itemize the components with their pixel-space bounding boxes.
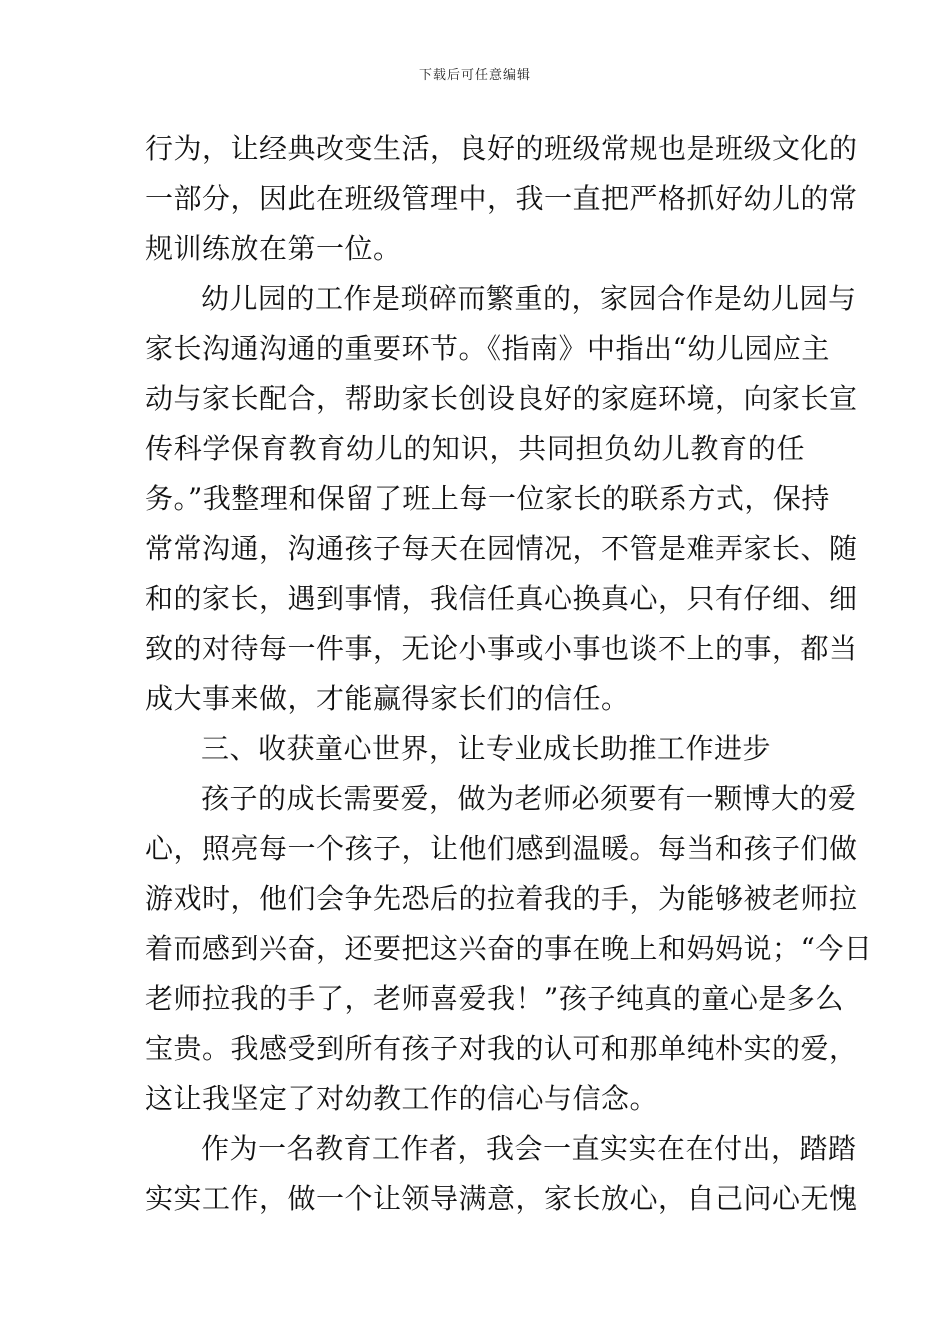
text-line: 着而感到兴奋，还要把这兴奋的事在晚上和妈妈说；“今日 bbox=[145, 932, 873, 965]
text-line: 作为一名教育工作者，我会一直实实在在付出，踏踏 bbox=[201, 1132, 857, 1165]
text-line: 常常沟通，沟通孩子每天在园情况，不管是难弄家长、随 bbox=[145, 532, 858, 565]
text-line: 动与家长配合，帮助家长创设良好的家庭环境，向家长宣 bbox=[145, 382, 858, 415]
text-line: 规训练放在第一位。 bbox=[145, 232, 402, 265]
text-line: 务。”我整理和保留了班上每一位家长的联系方式，保持 bbox=[145, 482, 830, 515]
text-line: 家长沟通沟通的重要环节。《指南》中指出“幼儿园应主 bbox=[145, 332, 830, 365]
text-line: 老师拉我的手了，老师喜爱我！”孩子纯真的童心是多么 bbox=[145, 982, 844, 1015]
page-header: 下载后可任意编辑 bbox=[418, 68, 531, 83]
text-line: 三、收获童心世界，让专业成长助推工作进步 bbox=[201, 732, 772, 765]
text-line: 实实工作，做一个让领导满意，家长放心，自己问心无愧 bbox=[145, 1182, 858, 1215]
text-line: 宝贵。我感受到所有孩子对我的认可和那单纯朴实的爱， bbox=[145, 1032, 858, 1065]
text-line: 一部分，因此在班级管理中，我一直把严格抓好幼儿的常 bbox=[145, 182, 858, 215]
text-line: 和的家长，遇到事情，我信任真心换真心，只有仔细、细 bbox=[145, 582, 858, 615]
body-text bbox=[145, 124, 873, 1224]
text-line: 幼儿园的工作是琐碎而繁重的，家园合作是幼儿园与 bbox=[201, 282, 857, 315]
text-line: 行为，让经典改变生活，良好的班级常规也是班级文化的 bbox=[145, 132, 858, 165]
text-line: 孩子的成长需要爱，做为老师必须要有一颗博大的爱 bbox=[201, 782, 857, 815]
text-line: 致的对待每一件事，无论小事或小事也谈不上的事，都当 bbox=[145, 632, 858, 665]
text-line: 传科学保育教育幼儿的知识，共同担负幼儿教育的任 bbox=[145, 432, 805, 465]
text-line: 成大事来做，才能赢得家长们的信任。 bbox=[145, 682, 630, 715]
text-line: 这让我坚定了对幼教工作的信心与信念。 bbox=[145, 1082, 659, 1115]
text-line: 心，照亮每一个孩子，让他们感到温暖。每当和孩子们做 bbox=[145, 832, 858, 865]
text-line: 游戏时，他们会争先恐后的拉着我的手，为能够被老师拉 bbox=[145, 882, 858, 915]
